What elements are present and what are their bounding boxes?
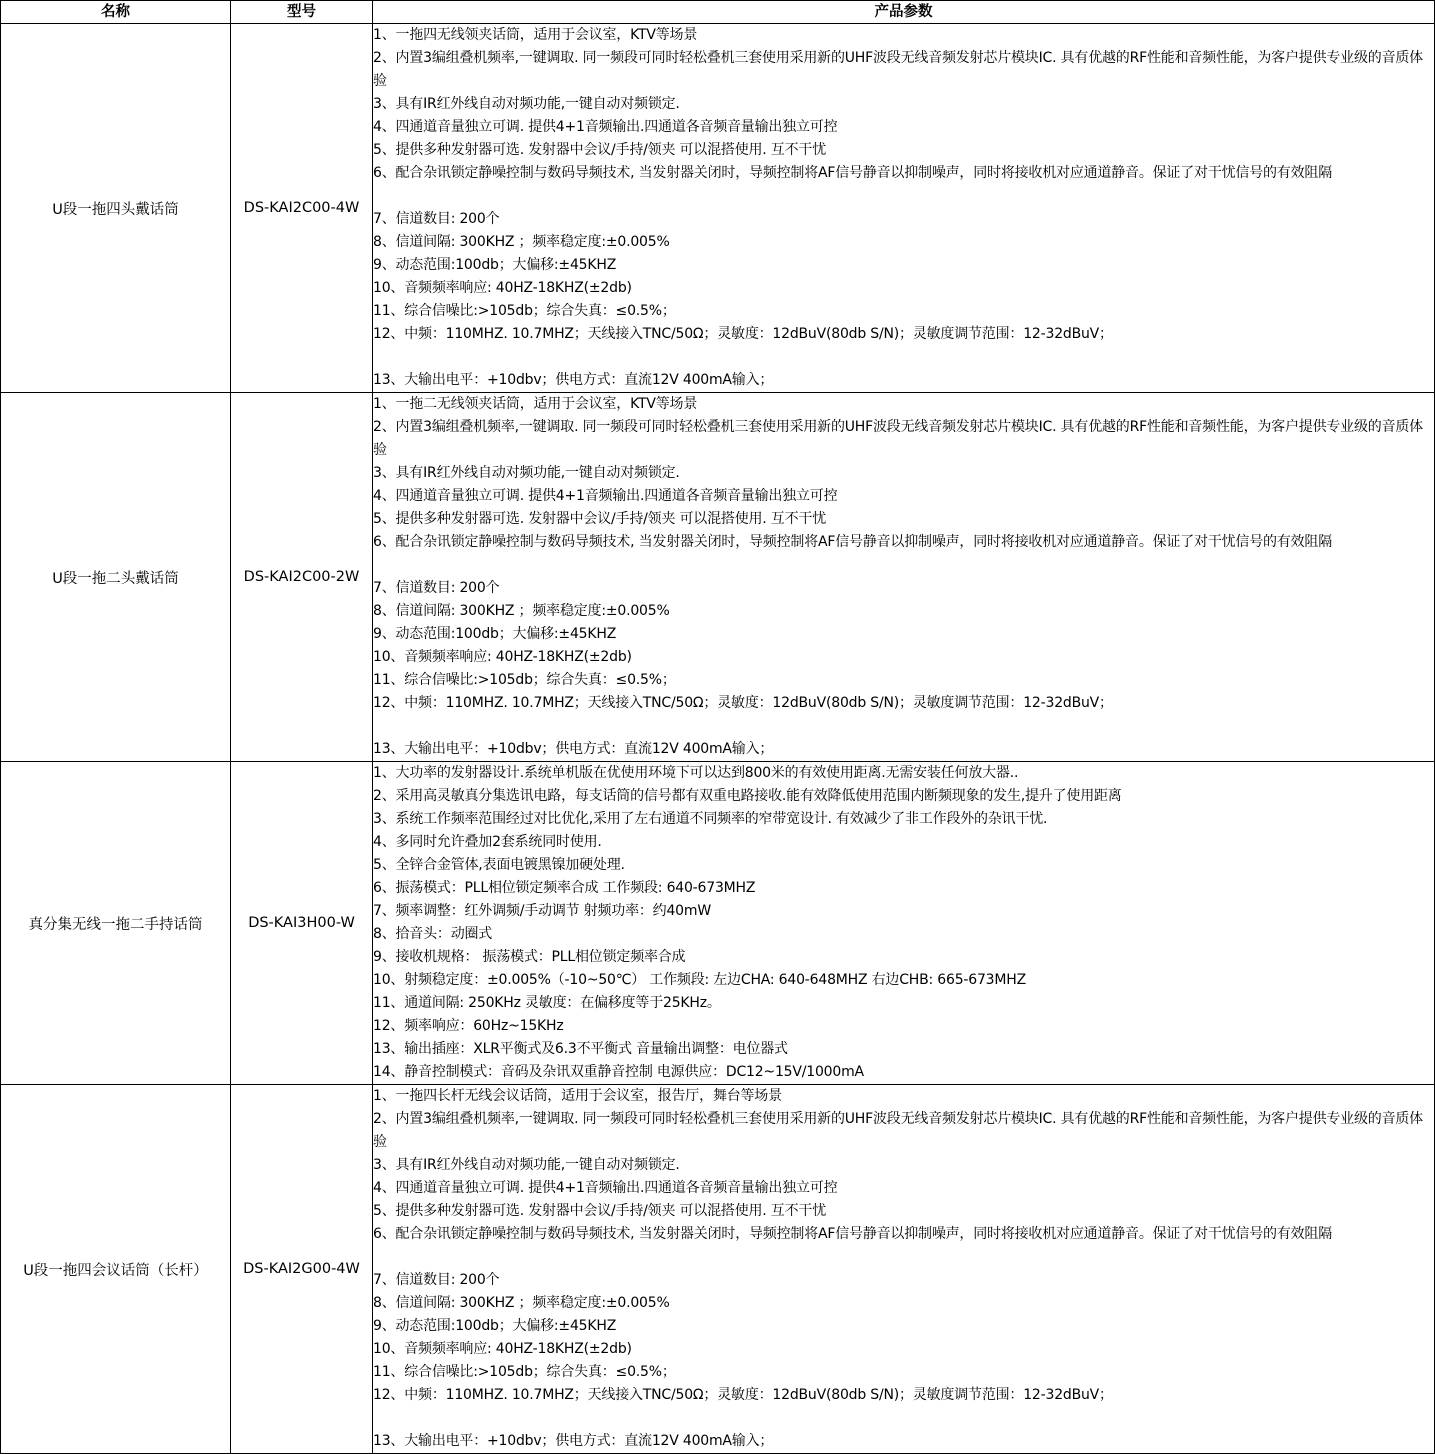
param-line: 10、音频频率响应: 40HZ-18KHZ(±2db) (373, 280, 632, 296)
param-line: 12、中频：110MHZ. 10.7MHZ；天线接入TNC/50Ω；灵敏度：12dBuV(80db S/N)；灵敏度调节范围：12-32dBuV； (373, 326, 1113, 342)
param-line: 13、输出插座：XLR平衡式及6.3不平衡式 音量输出调整：电位器式 (373, 1041, 788, 1057)
param-line: 2、内置3编组叠机频率,一键调取. 同一频段可同时轻松叠机三套使用采用新的UHF波段无线音频发射芯片模块IC. 具有优越的RF性能和音频性能，为客户提供专业级的音质体验 (373, 419, 1423, 458)
param-line: 6、配合杂讯锁定静噪控制与数码导频技术, 当发射器关闭时，导频控制将AF信号静音以抑制噪声，同时将接收机对应通道静音。保证了对干忧信号的有效阻隔 (373, 1226, 1333, 1242)
param-line: 2、采用高灵敏真分集选讯电路，每支话筒的信号都有双重电路接收.能有效降低使用范围内断频现象的发生,提升了使用距离 (373, 788, 1122, 804)
param-line: 5、提供多种发射器可选. 发射器中会议/手持/领夹 可以混搭使用. 互不干忧 (373, 511, 826, 527)
param-line: 11、综合信噪比:>105db；综合失真：≤0.5%； (373, 672, 676, 688)
product-model-cell: DS-KAI2C00-4W (231, 24, 373, 393)
param-line: 3、具有IR红外线自动对频功能,一键自动对频锁定. (373, 465, 680, 481)
param-line: 7、信道数目: 200个 (373, 580, 500, 596)
param-line: 2、内置3编组叠机频率,一键调取. 同一频段可同时轻松叠机三套使用采用新的UHF波段无线音频发射芯片模块IC. 具有优越的RF性能和音频性能，为客户提供专业级的音质体验 (373, 1111, 1423, 1150)
param-line: 7、频率调整：红外调频/手动调节 射频功率：约40mW (373, 903, 711, 919)
param-line: 6、振荡模式：PLL相位锁定频率合成 工作频段: 640-673MHZ (373, 880, 756, 896)
param-line: 5、全锌合金管体,表面电镀黑镍加硬处理. (373, 857, 625, 873)
param-line: 1、一拖四无线领夹话筒，适用于会议室，KTV等场景 (373, 27, 698, 43)
product-params-cell (373, 393, 1435, 762)
table-row (1, 24, 1435, 393)
param-line: 4、四通道音量独立可调. 提供4+1音频输出.四通道各音频音量输出独立可控 (373, 119, 838, 135)
table-row (1, 393, 1435, 762)
product-name-cell: 真分集无线一拖二手持话筒 (1, 762, 231, 1085)
param-line: 8、信道间隔: 300KHZ ；频率稳定度:±0.005% (373, 603, 670, 619)
param-line: 10、射频稳定度：±0.005%（-10~50℃） 工作频段: 左边CHA: 640-648MHZ 右边CHB: 665-673MHZ (373, 972, 1026, 988)
param-line: 12、中频：110MHZ. 10.7MHZ；天线接入TNC/50Ω；灵敏度：12dBuV(80db S/N)；灵敏度调节范围：12-32dBuV； (373, 695, 1113, 711)
param-line: 8、信道间隔: 300KHZ ；频率稳定度:±0.005% (373, 234, 670, 250)
param-line: 4、四通道音量独立可调. 提供4+1音频输出.四通道各音频音量输出独立可控 (373, 1180, 838, 1196)
param-line: 9、动态范围:100db；大偏移:±45KHZ (373, 626, 617, 642)
param-line: 3、系统工作频率范围经过对比优化,采用了左右通道不同频率的窄带宽设计. 有效减少了非工作段外的杂讯干忧. (373, 811, 1048, 827)
param-line: 14、静音控制模式：音码及杂讯双重静音控制 电源供应：DC12~15V/1000mA (373, 1064, 864, 1080)
param-line: 9、接收机规格： 振荡模式：PLL相位锁定频率合成 (373, 949, 686, 965)
param-line: 5、提供多种发射器可选. 发射器中会议/手持/领夹 可以混搭使用. 互不干忧 (373, 1203, 826, 1219)
product-model-cell: DS-KAI2C00-2W (231, 393, 373, 762)
param-line: 1、一拖二无线领夹话筒，适用于会议室，KTV等场景 (373, 396, 698, 412)
header-model: 型号 (231, 1, 373, 24)
table-row (1, 1085, 1435, 1454)
param-line: 11、通道间隔: 250KHz 灵敏度：在偏移度等于25KHz。 (373, 995, 721, 1011)
param-line: 6、配合杂讯锁定静噪控制与数码导频技术, 当发射器关闭时，导频控制将AF信号静音以抑制噪声，同时将接收机对应通道静音。保证了对干忧信号的有效阻隔 (373, 534, 1333, 550)
table-body (1, 24, 1435, 1454)
product-model-cell: DS-KAI3H00-W (231, 762, 373, 1085)
product-name-cell: U段一拖四头戴话筒 (1, 24, 231, 393)
param-line: 3、具有IR红外线自动对频功能,一键自动对频锁定. (373, 96, 680, 112)
param-line: 13、大输出电平：+10dbv；供电方式：直流12V 400mA输入； (373, 741, 774, 757)
param-line: 8、拾音头：动圈式 (373, 926, 493, 942)
param-line: 5、提供多种发射器可选. 发射器中会议/手持/领夹 可以混搭使用. 互不干忧 (373, 142, 826, 158)
param-line: 2、内置3编组叠机频率,一键调取. 同一频段可同时轻松叠机三套使用采用新的UHF波段无线音频发射芯片模块IC. 具有优越的RF性能和音频性能，为客户提供专业级的音质体验 (373, 50, 1423, 89)
param-line: 11、综合信噪比:>105db；综合失真：≤0.5%； (373, 303, 676, 319)
param-line: 7、信道数目: 200个 (373, 1272, 500, 1288)
param-line: 1、大功率的发射器设计.系统单机版在优使用环境下可以达到800米的有效使用距离.无需安装任何放大器.. (373, 765, 1019, 781)
param-line: 6、配合杂讯锁定静噪控制与数码导频技术, 当发射器关闭时，导频控制将AF信号静音以抑制噪声，同时将接收机对应通道静音。保证了对干忧信号的有效阻隔 (373, 165, 1333, 181)
product-params-cell (373, 1085, 1435, 1454)
param-line: 9、动态范围:100db；大偏移:±45KHZ (373, 1318, 617, 1334)
header-row (1, 1, 1435, 24)
param-line: 11、综合信噪比:>105db；综合失真：≤0.5%； (373, 1364, 676, 1380)
param-line: 7、信道数目: 200个 (373, 211, 500, 227)
table-row (1, 762, 1435, 1085)
header-params: 产品参数 (373, 1, 1435, 24)
param-line: 9、动态范围:100db；大偏移:±45KHZ (373, 257, 617, 273)
param-line: 12、频率响应：60Hz~15KHz (373, 1018, 564, 1034)
product-model-cell: DS-KAI2G00-4W (231, 1085, 373, 1454)
param-line: 12、中频：110MHZ. 10.7MHZ；天线接入TNC/50Ω；灵敏度：12dBuV(80db S/N)；灵敏度调节范围：12-32dBuV； (373, 1387, 1113, 1403)
product-name-cell: U段一拖二头戴话筒 (1, 393, 231, 762)
header-name: 名称 (1, 1, 231, 24)
param-line: 10、音频频率响应: 40HZ-18KHZ(±2db) (373, 649, 632, 665)
param-line: 1、一拖四长杆无线会议话筒，适用于会议室，报告厅，舞台等场景 (373, 1088, 782, 1104)
param-line: 4、多同时允许叠加2套系统同时使用. (373, 834, 602, 850)
param-line: 13、大输出电平：+10dbv；供电方式：直流12V 400mA输入； (373, 372, 774, 388)
product-params-cell (373, 24, 1435, 393)
product-params-cell (373, 762, 1435, 1085)
param-line: 3、具有IR红外线自动对频功能,一键自动对频锁定. (373, 1157, 680, 1173)
product-name-cell: U段一拖四会议话筒（长杆） (1, 1085, 231, 1454)
param-line: 8、信道间隔: 300KHZ ；频率稳定度:±0.005% (373, 1295, 670, 1311)
param-line: 4、四通道音量独立可调. 提供4+1音频输出.四通道各音频音量输出独立可控 (373, 488, 838, 504)
param-line: 10、音频频率响应: 40HZ-18KHZ(±2db) (373, 1341, 632, 1357)
param-line: 13、大输出电平：+10dbv；供电方式：直流12V 400mA输入； (373, 1433, 774, 1449)
